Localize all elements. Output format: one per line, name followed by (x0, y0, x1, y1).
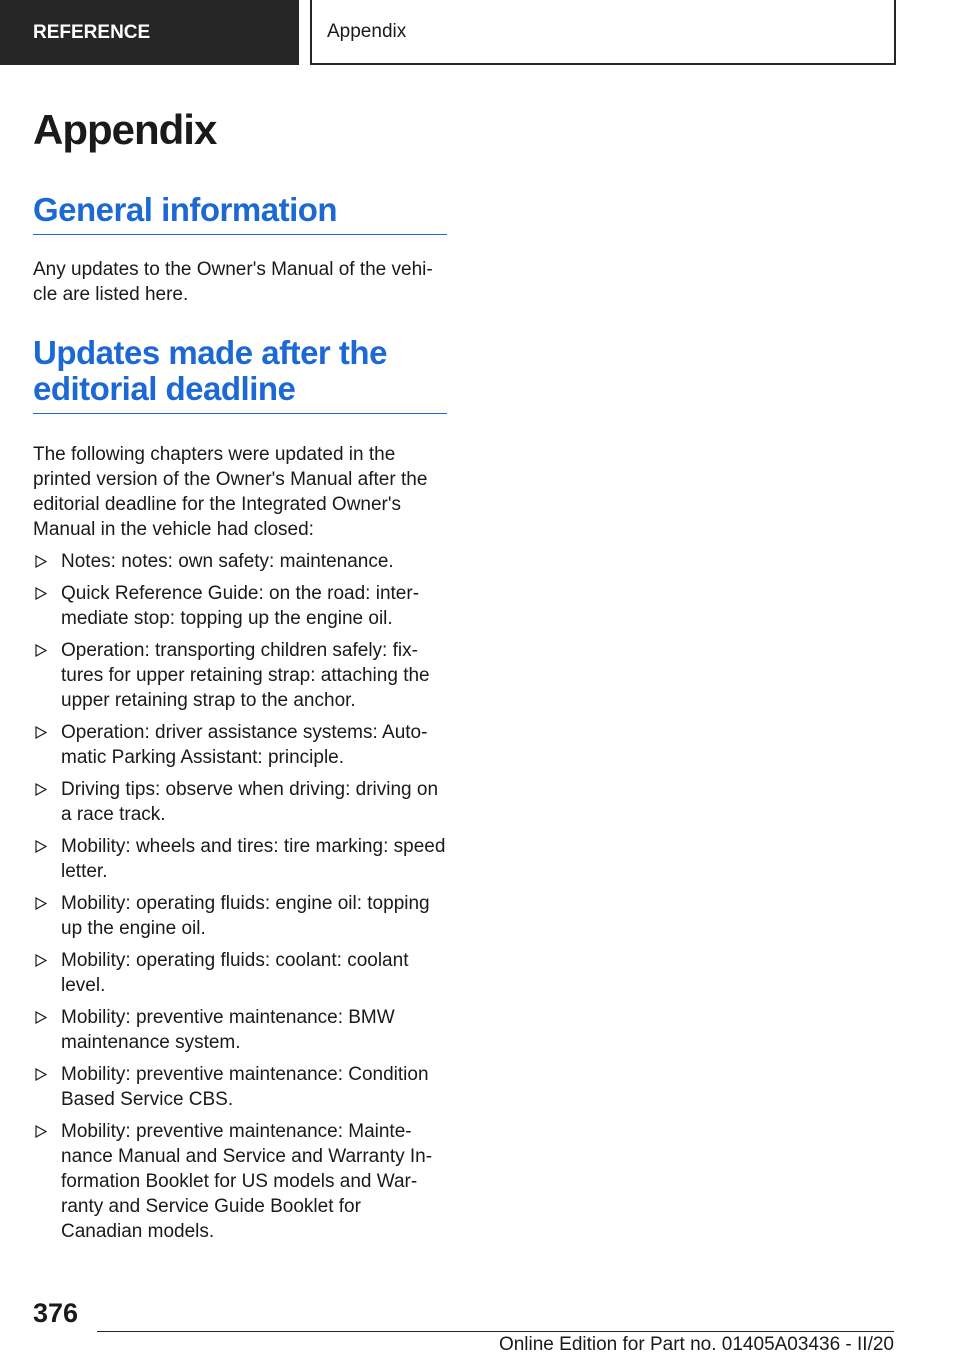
triangle-bullet-icon (35, 587, 47, 600)
list-item-text: Mobility: preventive maintenance: BMW maintenance system. (61, 1007, 395, 1053)
list-item-text: Mobility: preventive maintenance: Mainte‐nance Manual and Service and Warranty In‐formation Booklet for US models and War‐ranty and Service Guide Booklet for Canadian models. (61, 1121, 433, 1242)
list-item-text: Quick Reference Guide: on the road: inter‐mediate stop: topping up the engine oil. (61, 583, 420, 629)
triangle-bullet-icon (35, 954, 47, 967)
general-information-heading: General information (33, 192, 447, 235)
footer-edition-text: Online Edition for Part no. 01405A03436 - II/20 (498, 1334, 894, 1355)
list-item (33, 1005, 447, 1055)
list-item-text: Mobility: operating fluids: engine oil: topping up the engine oil. (61, 893, 430, 939)
triangle-bullet-icon (35, 1068, 47, 1081)
triangle-bullet-icon (35, 555, 47, 568)
list-item-text: Mobility: preventive maintenance: Condition Based Service CBS. (61, 1064, 429, 1110)
triangle-bullet-icon (35, 1125, 47, 1138)
triangle-bullet-icon (35, 840, 47, 853)
list-item-text: Operation: transporting children safely: fix‐tures for upper retaining strap: attaching the upper retaining strap to the anchor. (61, 640, 430, 711)
updated-chapters-list (33, 549, 447, 1244)
general-information-text: Any updates to the Owner's Manual of the vehi‐cle are listed here. (33, 259, 433, 305)
list-item (33, 777, 447, 827)
list-item-text: Notes: notes: own safety: maintenance. (61, 551, 394, 572)
triangle-bullet-icon (35, 897, 47, 910)
list-item (33, 891, 447, 941)
triangle-bullet-icon (35, 644, 47, 657)
list-item (33, 581, 447, 631)
header-chapter-box (310, 0, 896, 65)
list-item-text: Operation: driver assistance systems: Auto‐matic Parking Assistant: principle. (61, 722, 428, 768)
list-item (33, 1119, 447, 1244)
list-item (33, 638, 447, 713)
header-section-tab (0, 0, 299, 65)
updates-intro-text: The following chapters were updated in the printed version of the Owner's Manual after the editorial deadline for the Integrated Owner's Manual in the vehicle had closed: (33, 444, 428, 540)
triangle-bullet-icon (35, 726, 47, 739)
page-number: 376 (33, 1298, 79, 1328)
list-item-text: Mobility: operating fluids: coolant: coolant level. (61, 950, 409, 996)
triangle-bullet-icon (35, 1011, 47, 1024)
list-item (33, 948, 447, 998)
list-item-text: Driving tips: observe when driving: driving on a race track. (61, 779, 439, 825)
list-item-text: Mobility: wheels and tires: tire marking: speed letter. (61, 836, 446, 882)
list-item (33, 1062, 447, 1112)
list-item (33, 834, 447, 884)
page-title: Appendix (33, 106, 217, 153)
footer-divider (97, 1331, 894, 1332)
main-content (33, 100, 447, 1244)
header-section-label: REFERENCE (33, 21, 151, 43)
triangle-bullet-icon (35, 783, 47, 796)
list-item (33, 549, 447, 574)
updates-heading: Updates made after the editorial deadline (33, 335, 447, 414)
header-chapter-label: Appendix (327, 20, 407, 42)
list-item (33, 720, 447, 770)
